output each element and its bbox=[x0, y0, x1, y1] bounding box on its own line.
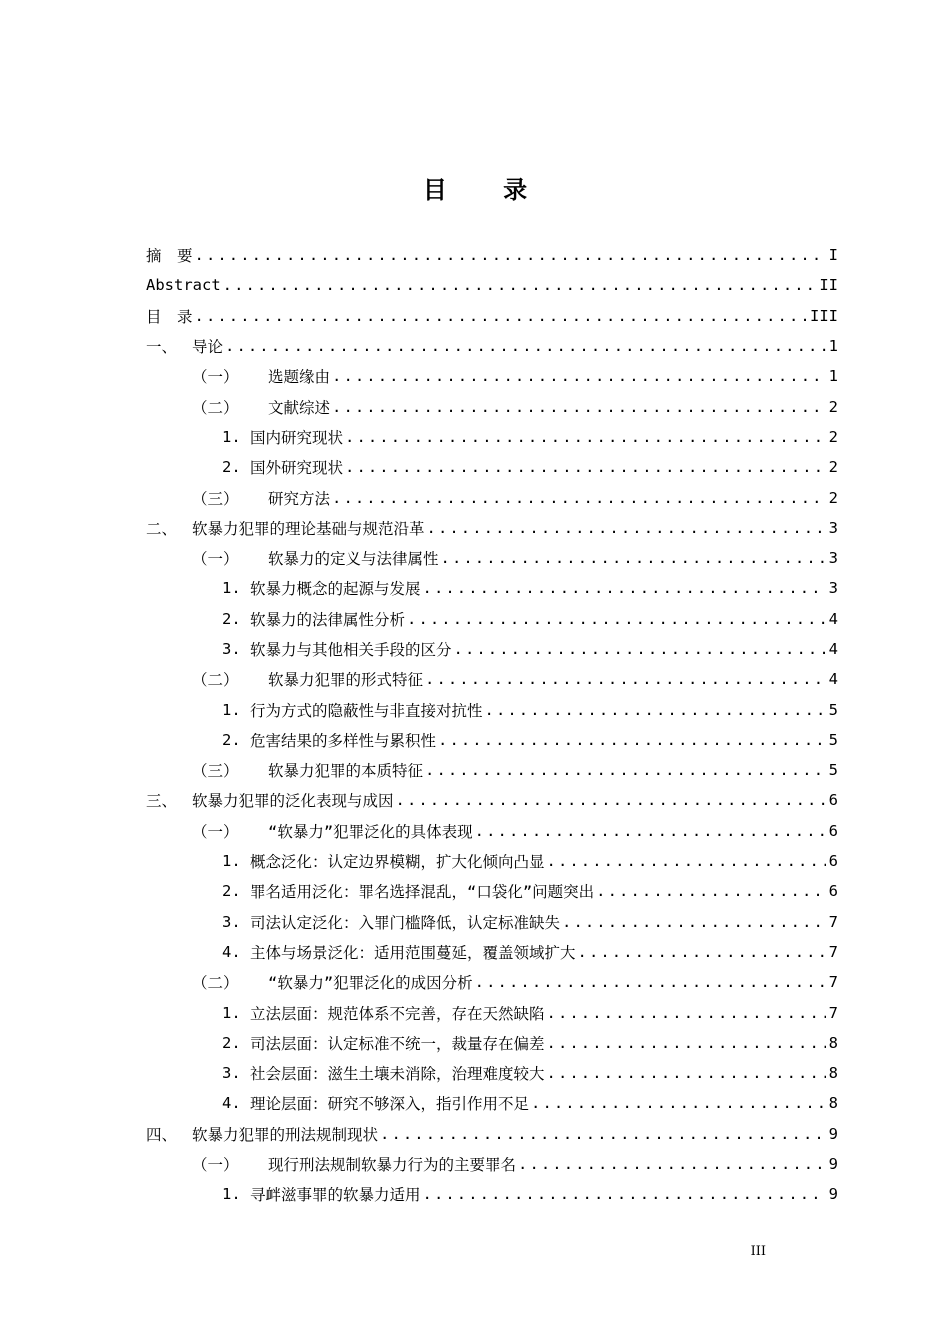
toc-entry-title: 软暴力的法律属性分析 bbox=[250, 610, 406, 629]
page-title: 目 录 bbox=[422, 176, 552, 204]
toc-entry-page: 8 bbox=[828, 1033, 838, 1052]
toc-entry-page: 5 bbox=[828, 761, 838, 780]
toc-entry-title: 软暴力犯罪的泛化表现与成因 bbox=[192, 792, 394, 811]
toc-entry[interactable] bbox=[146, 452, 838, 482]
toc-entry-number: 2. bbox=[222, 458, 241, 477]
toc-entry-title: 文献综述 bbox=[268, 398, 331, 417]
toc-entry-title: 软暴力与其他相关手段的区分 bbox=[250, 641, 452, 659]
toc-entry-page: 3 bbox=[828, 549, 838, 568]
toc-dot-leader bbox=[423, 670, 826, 688]
toc-dot-leader bbox=[439, 549, 826, 567]
toc-entry[interactable] bbox=[146, 937, 838, 967]
toc-entry-number: 3. bbox=[222, 640, 241, 658]
toc-entry-page: 6 bbox=[828, 821, 838, 840]
table-of-contents bbox=[146, 240, 838, 1210]
toc-entry-title: 选题缘由 bbox=[268, 368, 331, 387]
toc-entry-number: 2. bbox=[222, 882, 241, 901]
toc-dot-leader bbox=[421, 579, 826, 597]
toc-entry-number: 二、 bbox=[146, 519, 178, 538]
toc-entry-title: 软暴力犯罪的理论基础与规范沿革 bbox=[192, 519, 425, 538]
toc-entry[interactable] bbox=[146, 1119, 838, 1149]
toc-entry-title: 司法层面：认定标准不统一，裁量存在偏差 bbox=[250, 1034, 545, 1053]
toc-entry-title: 软暴力犯罪的本质特征 bbox=[268, 762, 424, 781]
toc-dot-leader bbox=[483, 701, 826, 719]
toc-entry-page: 3 bbox=[828, 579, 838, 598]
toc-entry-title: 寻衅滋事罪的软暴力适用 bbox=[250, 1186, 421, 1205]
toc-entry[interactable] bbox=[146, 755, 838, 785]
toc-entry-page: 7 bbox=[828, 1003, 838, 1022]
toc-entry-title: 摘 要 bbox=[146, 247, 193, 266]
toc-entry-page: 6 bbox=[828, 852, 838, 871]
toc-entry[interactable] bbox=[146, 240, 838, 270]
toc-entry[interactable] bbox=[146, 997, 838, 1027]
toc-entry-page: 9 bbox=[828, 1124, 838, 1143]
toc-entry-page: 9 bbox=[828, 1185, 838, 1204]
toc-dot-leader bbox=[330, 398, 826, 416]
toc-entry-title: 立法层面：规范体系不完善，存在天然缺陷 bbox=[250, 1004, 545, 1023]
toc-entry-title: 软暴力概念的起源与发展 bbox=[250, 580, 421, 599]
toc-dot-leader bbox=[516, 1155, 826, 1173]
toc-entry-number: 1. bbox=[222, 427, 241, 446]
toc-entry-title: 软暴力犯罪的刑法规制现状 bbox=[192, 1125, 379, 1144]
toc-entry[interactable] bbox=[146, 513, 838, 543]
toc-entry[interactable] bbox=[146, 876, 838, 906]
toc-entry-title: 现行刑法规制软暴力行为的主要罪名 bbox=[268, 1156, 517, 1175]
toc-entry-number: （三） bbox=[192, 762, 239, 781]
toc-dot-leader bbox=[473, 973, 826, 991]
toc-dot-leader bbox=[560, 913, 826, 931]
toc-entry-page: 4 bbox=[828, 640, 838, 658]
toc-entry[interactable] bbox=[146, 816, 838, 846]
toc-entry-title: 主体与场景泛化：适用范围蔓延，覆盖领域扩大 bbox=[250, 943, 576, 962]
toc-entry[interactable] bbox=[146, 1088, 838, 1118]
toc-entry-number: 1. bbox=[222, 852, 241, 871]
toc-entry-title: 司法认定泛化：入罪门槛降低，认定标准缺失 bbox=[250, 913, 561, 932]
toc-entry-page: 8 bbox=[828, 1064, 838, 1083]
toc-entry-page: 7 bbox=[828, 912, 838, 931]
toc-entry-number: （一） bbox=[192, 368, 239, 387]
toc-entry-number: （三） bbox=[192, 489, 239, 508]
toc-entry[interactable] bbox=[146, 331, 838, 361]
toc-entry[interactable] bbox=[146, 604, 838, 634]
toc-entry-title: 行为方式的隐蔽性与非直接对抗性 bbox=[250, 701, 483, 720]
toc-entry-number: 3. bbox=[222, 912, 241, 931]
toc-entry-title: 软暴力的定义与法律属性 bbox=[268, 550, 439, 569]
toc-dot-leader bbox=[421, 1185, 826, 1203]
toc-dot-leader bbox=[576, 943, 826, 961]
toc-entry-page: 8 bbox=[828, 1094, 838, 1113]
toc-dot-leader bbox=[529, 1094, 826, 1112]
toc-entry-title: 研究方法 bbox=[268, 489, 331, 508]
toc-entry-number: （一） bbox=[192, 1156, 239, 1175]
toc-entry[interactable] bbox=[146, 573, 838, 603]
toc-dot-leader bbox=[423, 761, 826, 779]
toc-entry[interactable] bbox=[146, 664, 838, 694]
toc-entry-number: （一） bbox=[192, 822, 239, 841]
toc-entry-number: 1. bbox=[222, 700, 241, 719]
toc-entry-number: 1. bbox=[222, 579, 241, 598]
toc-entry-title: “软暴力”犯罪泛化的具体表现 bbox=[268, 822, 473, 841]
toc-entry[interactable] bbox=[146, 967, 838, 997]
toc-entry[interactable] bbox=[146, 422, 838, 452]
toc-entry-page: 5 bbox=[828, 700, 838, 719]
toc-dot-leader bbox=[473, 822, 826, 840]
toc-entry-title: 概念泛化：认定边界模糊，扩大化倾向凸显 bbox=[250, 853, 545, 872]
toc-entry-number: 1. bbox=[222, 1003, 241, 1022]
toc-entry-title: 导论 bbox=[192, 338, 224, 357]
toc-entry-page: II bbox=[819, 276, 838, 295]
toc-dot-leader bbox=[594, 882, 826, 900]
toc-entry-page: 3 bbox=[828, 518, 838, 537]
toc-entry[interactable] bbox=[146, 1028, 838, 1058]
toc-entry[interactable] bbox=[146, 785, 838, 815]
toc-entry[interactable] bbox=[146, 907, 838, 937]
toc-entry-number: 三、 bbox=[146, 792, 178, 811]
toc-entry-title: 罪名适用泛化：罪名选择混乱，“口袋化”问题突出 bbox=[250, 883, 595, 902]
toc-dot-leader bbox=[545, 852, 826, 870]
toc-entry[interactable] bbox=[146, 694, 838, 724]
toc-entry[interactable] bbox=[146, 482, 838, 512]
toc-entry-number: 四、 bbox=[146, 1125, 178, 1144]
toc-dot-leader bbox=[221, 276, 818, 294]
toc-dot-leader bbox=[545, 1064, 826, 1082]
toc-entry[interactable] bbox=[146, 1058, 838, 1088]
toc-dot-leader bbox=[394, 791, 826, 809]
toc-entry-page: 6 bbox=[828, 882, 838, 901]
toc-entry-page: 4 bbox=[828, 670, 838, 689]
toc-entry-number: 2. bbox=[222, 609, 241, 628]
toc-entry-number: 一、 bbox=[146, 338, 178, 357]
toc-dot-leader bbox=[330, 489, 826, 507]
toc-entry-title: 理论层面：研究不够深入，指引作用不足 bbox=[250, 1095, 530, 1114]
toc-entry[interactable] bbox=[146, 846, 838, 876]
footer-page-number: III bbox=[750, 1244, 766, 1259]
toc-dot-leader bbox=[330, 367, 826, 385]
toc-dot-leader bbox=[425, 519, 826, 537]
toc-entry-title: 国外研究现状 bbox=[250, 459, 344, 478]
toc-entry-number: 4. bbox=[222, 942, 241, 961]
toc-entry-page: 7 bbox=[828, 942, 838, 961]
toc-entry-page: I bbox=[828, 246, 838, 265]
toc-dot-leader bbox=[405, 610, 826, 628]
toc-entry-page: 7 bbox=[828, 973, 838, 992]
toc-dot-leader bbox=[545, 1034, 826, 1052]
toc-entry-page: 9 bbox=[828, 1155, 838, 1174]
toc-entry-number: （一） bbox=[192, 550, 239, 569]
toc-entry-page: 2 bbox=[828, 397, 838, 416]
toc-entry-page: 2 bbox=[828, 488, 838, 507]
toc-entry-page: 5 bbox=[828, 730, 838, 749]
toc-dot-leader bbox=[436, 731, 826, 749]
toc-dot-leader bbox=[545, 1004, 826, 1022]
toc-entry-number: 1. bbox=[222, 1185, 241, 1204]
toc-entry-number: 2. bbox=[222, 730, 241, 749]
toc-dot-leader bbox=[193, 246, 826, 264]
toc-entry[interactable] bbox=[146, 543, 838, 573]
toc-entry-number: （二） bbox=[192, 974, 239, 993]
toc-entry-title: Abstract bbox=[146, 276, 221, 295]
toc-dot-leader bbox=[343, 428, 826, 446]
toc-entry[interactable] bbox=[146, 634, 838, 664]
toc-entry-page: 1 bbox=[828, 367, 838, 386]
toc-dot-leader bbox=[378, 1125, 826, 1143]
toc-entry-title: 危害结果的多样性与累积性 bbox=[250, 731, 437, 750]
toc-dot-leader bbox=[452, 640, 826, 658]
toc-entry-number: 2. bbox=[222, 1033, 241, 1052]
toc-entry-number: （二） bbox=[192, 671, 239, 690]
toc-entry[interactable] bbox=[146, 361, 838, 391]
toc-entry-title: 软暴力犯罪的形式特征 bbox=[268, 671, 424, 690]
toc-entry-page: 2 bbox=[828, 458, 838, 477]
toc-entry[interactable] bbox=[146, 301, 838, 331]
toc-entry-title: 国内研究现状 bbox=[250, 428, 344, 447]
toc-entry-page: 2 bbox=[828, 427, 838, 446]
toc-entry-page: 4 bbox=[828, 609, 838, 628]
toc-dot-leader bbox=[193, 307, 808, 325]
toc-entry-number: （二） bbox=[192, 398, 239, 417]
toc-entry-page: 1 bbox=[828, 337, 838, 356]
toc-entry-title: 目 录 bbox=[146, 307, 193, 326]
toc-entry-number: 4. bbox=[222, 1094, 241, 1113]
toc-entry[interactable] bbox=[146, 725, 838, 755]
toc-entry-page: 6 bbox=[828, 791, 838, 810]
toc-dot-leader bbox=[343, 458, 826, 476]
toc-entry-title: “软暴力”犯罪泛化的成因分析 bbox=[268, 974, 473, 993]
toc-entry-number: 3. bbox=[222, 1064, 241, 1083]
toc-dot-leader bbox=[223, 337, 826, 355]
toc-entry[interactable] bbox=[146, 391, 838, 421]
toc-entry-page: III bbox=[810, 306, 838, 325]
toc-entry-title: 社会层面：滋生土壤未消除，治理难度较大 bbox=[250, 1065, 545, 1084]
toc-entry[interactable] bbox=[146, 1179, 838, 1209]
toc-entry[interactable] bbox=[146, 270, 838, 300]
toc-entry[interactable] bbox=[146, 1149, 838, 1179]
